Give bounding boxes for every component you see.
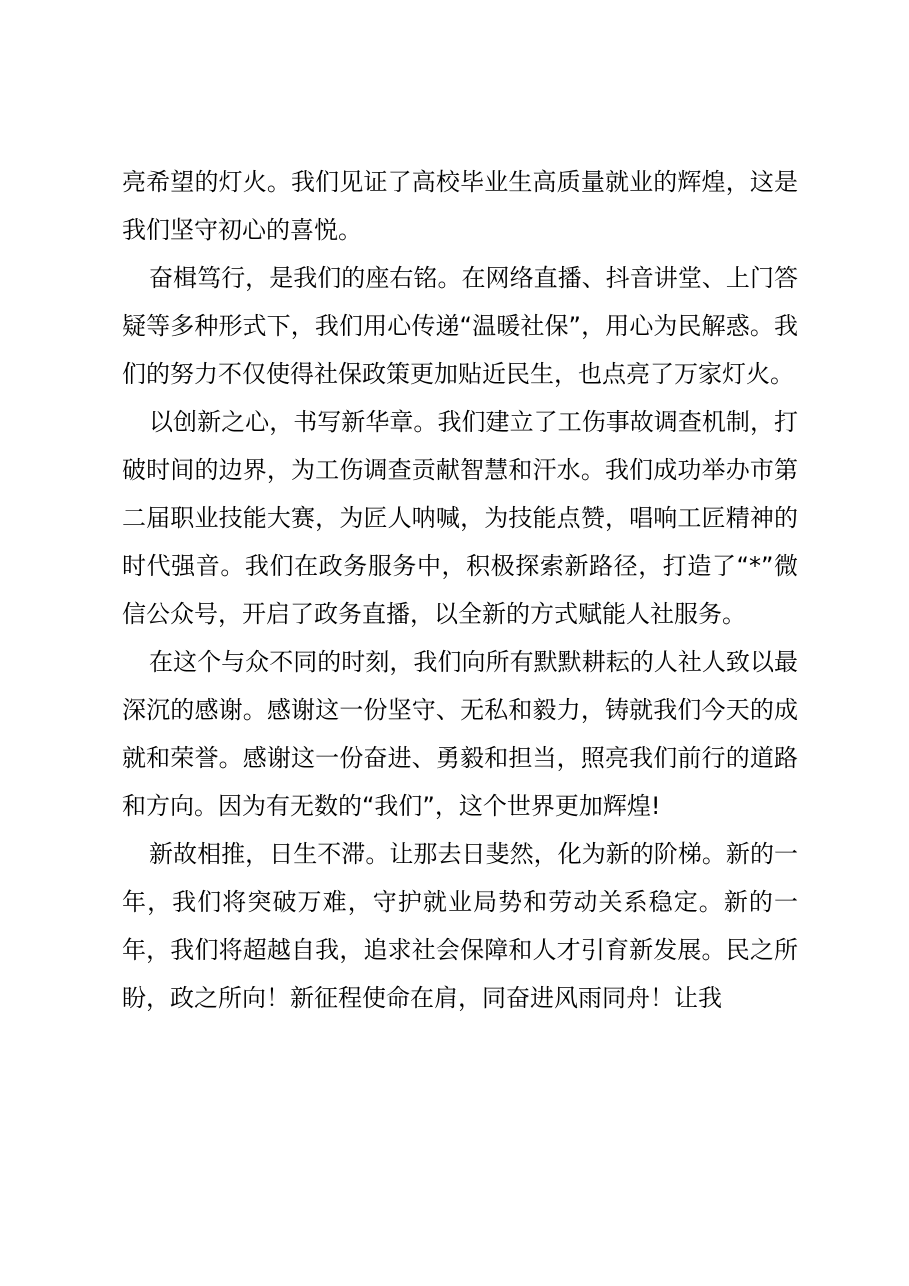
document-body [122, 158, 798, 1022]
paragraph-5: 新故相推，日生不滞。让那去日斐然，化为新的阶梯。新的一年，我们将突破万难，守护就业局势和劳动关系稳定。新的一年，我们将超越自我，追求社会保障和人才引育新发展。民之所盼，政之所向！新征程使命在肩，同奋进风雨同舟！让我 [122, 840, 798, 1012]
paragraph-1: 亮希望的灯火。我们见证了高校毕业生高质量就业的辉煌，这是我们坚守初心的喜悦。 [122, 168, 798, 244]
paragraph-4: 在这个与众不同的时刻，我们向所有默默耕耘的人社人致以最深沉的感谢。感谢这一份坚守、无私和毅力，铸就我们今天的成就和荣誉。感谢这一份奋进、勇毅和担当，照亮我们前行的道路和方向。因为有无数的“我们”，这个世界更加辉煌! [122, 648, 798, 820]
paragraph-2: 奋楫笃行，是我们的座右铭。在网络直播、抖音讲堂、上门答疑等多种形式下，我们用心传递“温暖社保”，用心为民解惑。我们的努力不仅使得社保政策更加贴近民生，也点亮了万家灯火。 [122, 264, 798, 388]
paragraph-3: 以创新之心，书写新华章。我们建立了工伤事故调查机制，打破时间的边界，为工伤调查贡献智慧和汗水。我们成功举办市第二届职业技能大赛，为匠人呐喊，为技能点赞，唱响工匠精神的时代强音。我们在政务服务中，积极探索新路径，打造了“*”微信公众号，开启了政务直播，以全新的方式赋能人社服务。 [122, 408, 798, 628]
